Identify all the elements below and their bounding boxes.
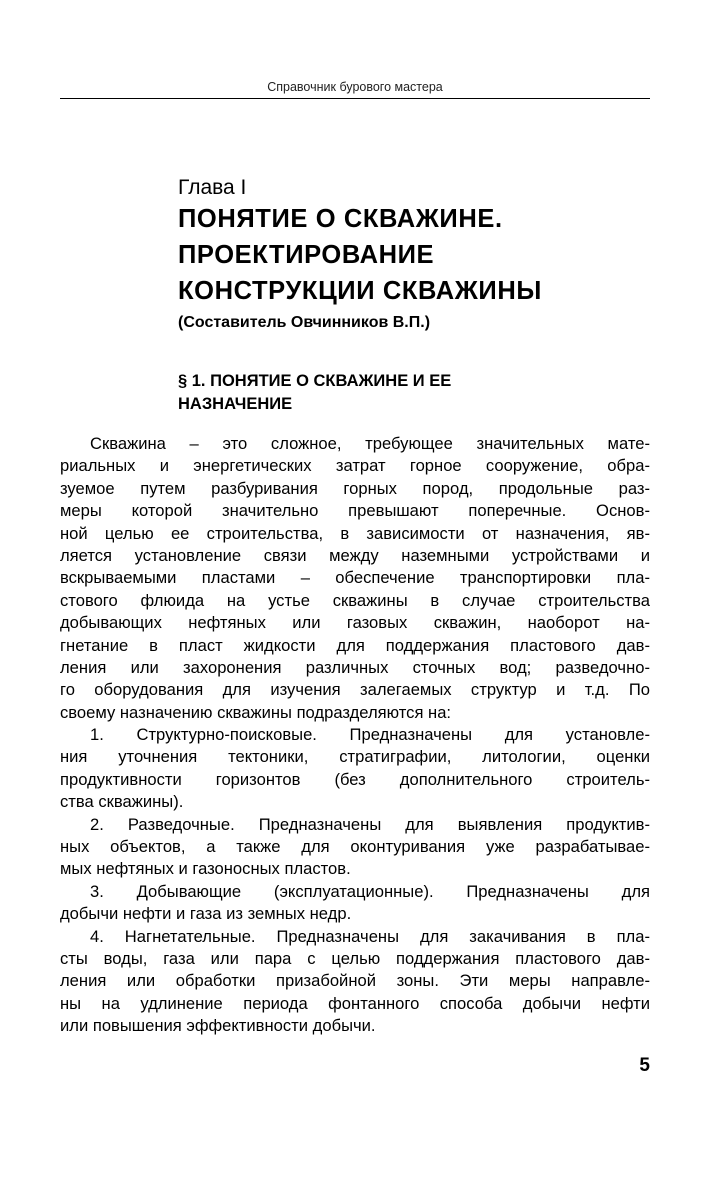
list-item-line: добычи нефти и газа из земных недр. [60, 904, 352, 924]
list-item-line: ства скважины). [60, 792, 184, 812]
body-line: ления или захоронения различных сточных вод; разведочно- [60, 657, 650, 677]
section-heading [178, 370, 608, 416]
body-line: Скважина – это сложное, требующее значительных мате- [90, 434, 650, 453]
list-item-line: продуктивности горизонтов (без дополнительного строитель- [60, 769, 650, 789]
chapter-label: Глава I [178, 176, 247, 199]
chapter-title-line: ПОНЯТИЕ О СКВАЖИНЕ. [178, 205, 503, 233]
list-item-line: мых нефтяных и газоносных пластов. [60, 859, 351, 879]
header-divider [60, 98, 650, 99]
body-line: стового флюида на устье скважины в случае строительства [60, 590, 650, 610]
list-item-line: ния уточнения тектоники, стратиграфии, литологии, оценки [60, 747, 650, 767]
body-line: своему назначению скважины подразделяются на: [60, 702, 452, 722]
list-item-line: сты воды, газа или пара с целью поддержания пластового дав- [60, 948, 650, 968]
running-head: Справочник бурового мастера [267, 80, 443, 94]
list-item-line: 2. Разведочные. Предназначены для выявления продуктив- [90, 814, 650, 834]
list-item-line: 4. Нагнетательные. Предназначены для закачивания в пла- [90, 926, 650, 946]
page-number: 5 [639, 1055, 650, 1076]
body-line: зуемое путем разбуривания горных пород, продольные раз- [60, 478, 650, 498]
chapter-title-line: КОНСТРУКЦИИ СКВАЖИНЫ [178, 277, 542, 305]
chapter-title-line: ПРОЕКТИРОВАНИЕ [178, 241, 435, 269]
body-line: ляется установление связи между наземными устройствами и [60, 545, 650, 565]
body-line: ной целью ее строительства, в зависимости от назначения, яв- [60, 523, 650, 543]
body-line: вскрываемыми пластами – обеспечение транспортировки пла- [60, 568, 650, 588]
body-text [60, 433, 650, 1038]
section-heading-line: НАЗНАЧЕНИЕ [178, 395, 293, 413]
body-line: гнетание в пласт жидкости для поддержания пластового дав- [60, 635, 650, 655]
chapter-title [178, 201, 648, 309]
list-item-line: ных объектов, а также для оконтуривания уже разрабатывае- [60, 837, 650, 857]
list-item-line: или повышения эффективности добычи. [60, 1016, 376, 1036]
list-item-line: 3. Добывающие (эксплуатационные). Предназначены для [90, 881, 650, 901]
body-line: го оборудования для изучения залегаемых структур и т.д. По [60, 680, 650, 700]
list-item-line: 1. Структурно-поисковые. Предназначены для установле- [90, 725, 650, 745]
chapter-compiler: (Составитель Овчинников В.П.) [178, 314, 431, 331]
body-line: добывающих нефтяных или газовых скважин, наоборот на- [60, 613, 650, 633]
section-heading-line: § 1. ПОНЯТИЕ О СКВАЖИНЕ И ЕЕ [178, 372, 452, 390]
body-line: риальных и энергетических затрат горное сооружение, обра- [60, 456, 650, 476]
list-item-line: ления или обработки призабойной зоны. Эти меры направле- [60, 971, 650, 991]
body-line: меры которой значительно превышают поперечные. Основ- [60, 501, 650, 521]
list-item-line: ны на удлинение периода фонтанного способа добычи нефти [60, 993, 650, 1013]
